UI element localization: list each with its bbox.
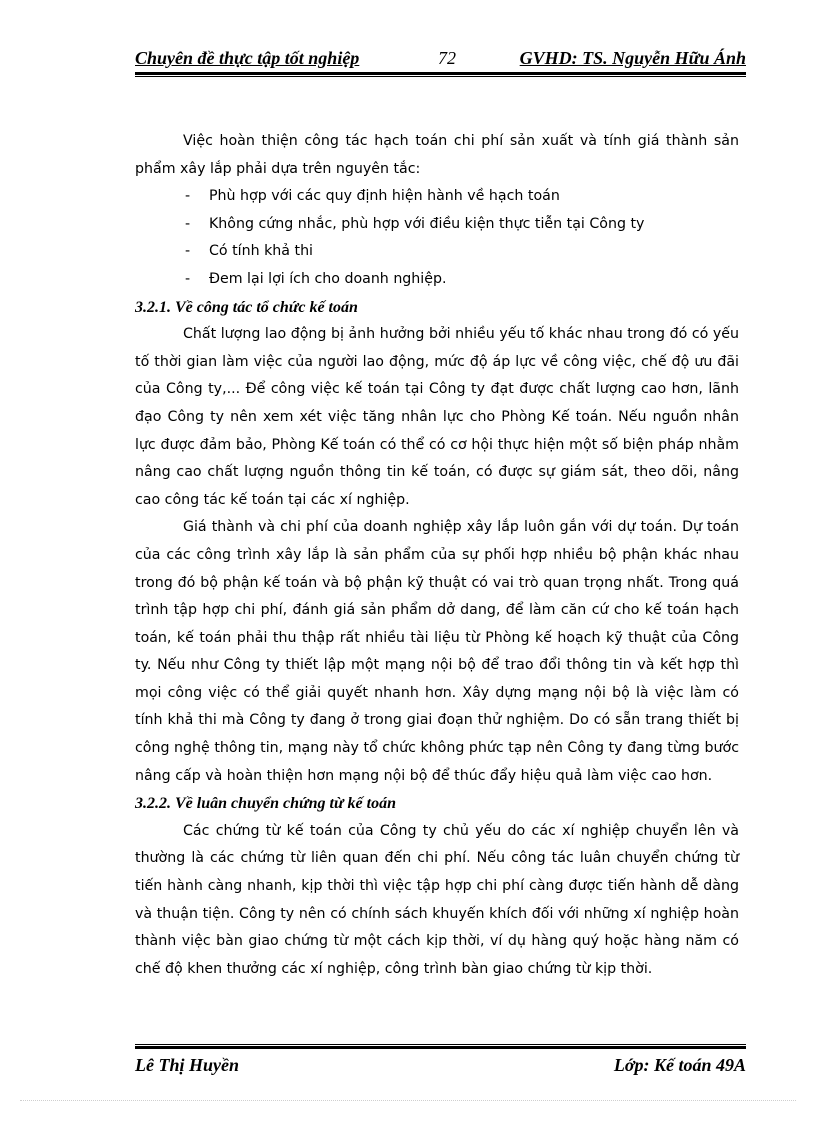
- bullet-dash: -: [185, 215, 191, 232]
- intro-paragraph: Việc hoàn thiện công tác hạch toán chi phí sản xuất và tính giá thành sản phẩm xây lắp phải dựa trên nguyên tắc:: [135, 133, 739, 177]
- list-item: - Đem lại lợi ích cho doanh nghiệp.: [135, 266, 739, 294]
- section-heading-3-2-2: 3.2.2. Về luân chuyển chứng từ kế toán: [135, 795, 396, 813]
- list-item: - Phù hợp với các quy định hiện hành về hạch toán: [135, 183, 739, 211]
- principles-list: [135, 183, 739, 293]
- bullet-dash: -: [185, 270, 191, 287]
- header-supervisor: GVHD: TS. Nguyễn Hữu Ánh: [519, 48, 746, 68]
- paragraph: Các chứng từ kế toán của Công ty chủ yếu do các xí nghiệp chuyển lên và thường là các chứng từ liên quan đến chi phí. Nếu công tác luân chuyển chứng từ tiến hành càng nhanh, kịp thời thì việc tập hợp chi phí càng được tiến hành dễ dàng và thuận tiện. Công ty nên có chính sách khuyến khích đối với những xí nghiệp hoàn thành việc bàn giao chứng từ một cách kịp thời, ví dụ hàng quý hoặc hàng năm có chế độ khen thưởng các xí nghiệp, công trình bàn giao chứng từ kịp thời.: [135, 822, 739, 977]
- footer-class: Lớp: Kế toán 49A: [613, 1055, 746, 1075]
- header-rule: [135, 72, 746, 77]
- page-number: 72: [438, 48, 456, 68]
- paragraph: Chất lượng lao động bị ảnh hưởng bởi nhiều yếu tố khác nhau trong đó có yếu tố thời gian làm việc của người lao động, mức độ áp lực về công việc, chế độ ưu đãi của Công ty,... Để công việc kế toán tại Công ty đạt được chất lượng cao hơn, lãnh đạo Công ty nên xem xét việc tăng nhân lực cho Phòng Kế toán. Nếu nguồn nhân lực được đảm bảo, Phòng Kế toán có thể có cơ hội thực hiện một số biện pháp nhằm nâng cao chất lượng nguồn thông tin kế toán, có được sự giám sát, theo dõi, nâng cao công tác kế toán tại các xí nghiệp.: [135, 326, 739, 508]
- document-body: [135, 128, 739, 983]
- bullet-dash: -: [185, 188, 191, 205]
- paragraph: Giá thành và chi phí của doanh nghiệp xây lắp luôn gắn với dự toán. Dự toán của các công trình xây lắp là sản phẩm của sự phối hợp nhiều bộ phận khác nhau trong đó bộ phận kế toán và bộ phận kỹ thuật có vai trò quan trọng nhất. Trong quá trình tập hợp chi phí, đánh giá sản phẩm dở dang, để làm căn cứ cho kế toán hạch toán, kế toán phải thu thập rất nhiều tài liệu từ Phòng kế hoạch kỹ thuật của Công ty. Nếu như Công ty thiết lập một mạng nội bộ để trao đổi thông tin và kết hợp thì mọi công việc có thể giải quyết nhanh hơn. Xây dựng mạng nội bộ là việc làm có tính khả thi mà Công ty đang ở trong giai đoạn thử nghiệm. Do có sẵn trang thiết bị công nghệ thông tin, mạng này tổ chức không phức tạp nên Công ty đang từng bước nâng cấp và hoàn thiện hơn mạng nội bộ để thúc đẩy hiệu quả làm việc cao hơn.: [135, 519, 739, 784]
- footer-author: Lê Thị Huyền: [135, 1055, 239, 1075]
- page-header: [135, 48, 746, 70]
- section-heading-3-2-1: 3.2.1. Về công tác tổ chức kế toán: [135, 298, 358, 316]
- footer-rule: [135, 1044, 746, 1049]
- bullet-dash: -: [185, 243, 191, 260]
- list-item: - Có tính khả thi: [135, 238, 739, 266]
- page-footer: [135, 1055, 746, 1077]
- list-item: - Không cứng nhắc, phù hợp với điều kiện thực tiễn tại Công ty: [135, 211, 739, 239]
- page-edge-divider: [20, 1100, 796, 1101]
- header-document-title: Chuyên đề thực tập tốt nghiệp: [135, 48, 360, 68]
